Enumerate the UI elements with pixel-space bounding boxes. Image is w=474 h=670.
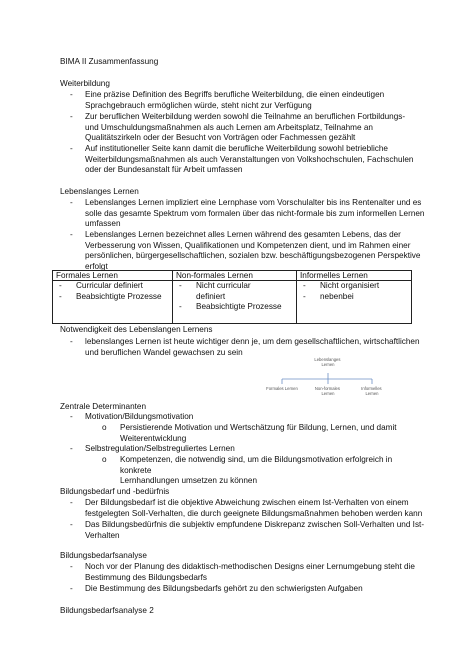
list-item — [300, 281, 408, 292]
bullet-marker: - — [70, 144, 73, 153]
bullet-marker: - — [59, 281, 62, 290]
bullet-marker: - — [70, 90, 73, 99]
bullet-marker: - — [70, 562, 73, 571]
bullet-marker: - — [70, 498, 73, 507]
text-line: lebenslanges Lernen ist heute wichtiger denn je, um dem gesellschaftlichen, wirtschaftlichen — [85, 337, 420, 346]
diagram-node-informal — [361, 386, 383, 396]
bullet-marker: - — [70, 198, 73, 207]
learning-types-table — [52, 270, 412, 324]
text-line: Verhalten — [85, 530, 120, 540]
text-line: umfassen — [85, 219, 121, 229]
text-line: Sprachgebrauch ermöglichen würde, steht nicht zur Verfügung — [85, 100, 312, 110]
bullet-marker: - — [70, 412, 73, 421]
text-line: festgelegten Soll-Verhalten, die durch geeignete Bildungsmaßnahmen behoben werden kann — [85, 508, 423, 518]
list-item — [176, 302, 293, 313]
text-line: Die Bestimmung des Bildungsbedarfs gehört zu den schwierigsten Aufgaben — [85, 584, 363, 593]
diagram-label: Lernen — [365, 391, 379, 396]
text-line: Auf institutioneller Seite kann damit die berufliche Weiterbildung sowohl betriebliche — [85, 144, 388, 153]
text-line: Lebenslanges Lernen bezeichnet alles Lernen während des gesamten Lebens, das der — [85, 230, 401, 239]
text-line: Verbesserung von Wissen, Qualifikationen und Kompetenzen dient, und im Rahmen einer — [85, 240, 411, 250]
diagram-label: Formales Lernen — [266, 386, 298, 391]
text-line: Nicht curricular — [196, 281, 251, 290]
text-line: solle das gesamte Spektrum vom formalen über das nicht-formale bis zum informellen Lernen — [85, 208, 425, 218]
text-line: Qualitätszirkeln oder der Besucht von Vorträgen oder Fachmessen gezählt — [85, 133, 356, 143]
bullet-marker: - — [303, 291, 306, 301]
list-item — [56, 281, 169, 292]
bullet-marker: - — [59, 291, 62, 301]
text-line: definiert — [196, 291, 226, 301]
heading-determinanten: Zentrale Determinanten — [60, 402, 147, 411]
diagram-label: Informelles — [361, 386, 382, 391]
diagram-node-top — [314, 357, 341, 367]
list-item — [300, 292, 408, 303]
bullet-marker: - — [179, 302, 182, 312]
text-line: Eine präzise Definition des Begriffs berufliche Weiterbildung, die einen eindeutigen — [85, 90, 385, 99]
bullet-marker: - — [179, 281, 182, 290]
text-line: persönlichen, bürgergesellschaftlichen, sozialen bzw. beschäftigungsbezogenen Perspektive — [85, 251, 421, 261]
text-line: nebenbei — [320, 291, 354, 301]
document-title: BIMA II Zusammenfassung — [60, 57, 159, 66]
text-line: Weiterbildungsmaßnahmen als auch Veranstaltungen von Volkshochschulen, Fachschulen — [85, 154, 414, 164]
heading-bildungsbedarfsanalyse-2: Bildungsbedarfsanalyse 2 — [60, 606, 154, 615]
bullet-marker: - — [70, 584, 73, 593]
text-line: und beruflichen Wandel gewachsen zu sein — [85, 347, 243, 357]
diagram-node-formal — [266, 386, 298, 391]
text-line: Zur beruflichen Weiterbildung werden sowohl die Teilnahme an beruflichen Fortbildungs- — [85, 112, 406, 121]
text-line: und Umschuldungsmaßnahmen als auch Lernen am Arbeitsplatz, Teilnahme an — [85, 122, 373, 132]
bullet-marker: - — [70, 112, 73, 121]
heading-lebenslanges-lernen: Lebenslanges Lernen — [60, 187, 139, 196]
text-line: Persistierende Motivation und Wertschätzung für Bildung, Lernen, und damit — [120, 423, 397, 432]
learning-hierarchy-diagram — [262, 355, 394, 403]
text-line: Das Bildungsbedürfnis die subjektiv empfundene Diskrepanz zwischen Soll-Verhalten und Ist- — [85, 520, 425, 529]
bullet-marker: - — [303, 281, 306, 290]
table-header-informal: Informelles Lernen — [297, 271, 412, 281]
diagram-label: Lebenslanges — [314, 357, 341, 362]
text-line: Beabsichtigte Prozesse — [196, 302, 282, 312]
bullet-marker: - — [70, 520, 73, 529]
text-line: Weiterentwicklung — [120, 433, 187, 443]
text-line: oder der Bundesanstalt für Arbeit umfassen — [85, 165, 243, 175]
sub-bullet-marker: o — [102, 455, 107, 464]
heading-bildungsbedarfsanalyse: Bildungsbedarfsanalyse — [60, 551, 147, 560]
heading-bildungsbedarf: Bildungsbedarf und -bedürfnis — [60, 487, 170, 496]
text-line: Selbstregulation/Selbstreguliertes Lernen — [85, 444, 235, 453]
table-header-formal: Formales Lernen — [53, 271, 173, 281]
text-line: Motivation/Bildungsmotivation — [85, 412, 194, 421]
text-line: Noch vor der Planung des didaktisch-methodischen Designs einer Lernumgebung steht die — [85, 562, 415, 571]
text-line: Kompetenzen, die notwendig sind, um die Bildungsmotivation erfolgreich in konkrete — [120, 455, 393, 475]
table-cell-nonformal — [173, 281, 297, 324]
table-cell-formal — [53, 281, 173, 324]
diagram-node-nonformal — [315, 386, 341, 396]
text-line: Lebenslanges Lernen impliziert eine Lernphase vom Vorschulalter bis ins Rentenalter und es — [85, 198, 422, 207]
text-line: Curricular definiert — [76, 281, 143, 290]
table-header-row — [53, 271, 412, 281]
list-item — [56, 292, 169, 303]
table-header-nonformal: Non-formales Lernen — [173, 271, 297, 281]
diagram-label: Lernen — [321, 391, 335, 396]
list-item — [176, 281, 293, 302]
bullet-marker: - — [70, 230, 73, 239]
table-cell-informal — [297, 281, 412, 324]
heading-notwendigkeit: Notwendigkeit des Lebenslangen Lernens — [60, 325, 213, 334]
diagram-label: Lernen — [321, 362, 335, 367]
diagram-label: Non-formales — [314, 386, 340, 391]
bullet-marker: - — [70, 444, 73, 453]
bullet-marker: - — [70, 337, 73, 346]
heading-weiterbildung: Weiterbildung — [60, 79, 110, 88]
text-line: Bestimmung des Bildungsbedarfs — [85, 572, 207, 582]
sub-bullet-marker: o — [102, 423, 107, 432]
table-row — [53, 281, 412, 324]
text-line: Der Bildungsbedarf ist die objektive Abweichung zwischen einem Ist-Verhalten von einem — [85, 498, 409, 507]
text-line: Nicht organisiert — [320, 281, 380, 290]
text-line: Beabsichtigte Prozesse — [76, 291, 162, 301]
text-line: Lernhandlungen umsetzen zu können — [120, 476, 258, 486]
text-line: erfolgt — [85, 261, 108, 271]
